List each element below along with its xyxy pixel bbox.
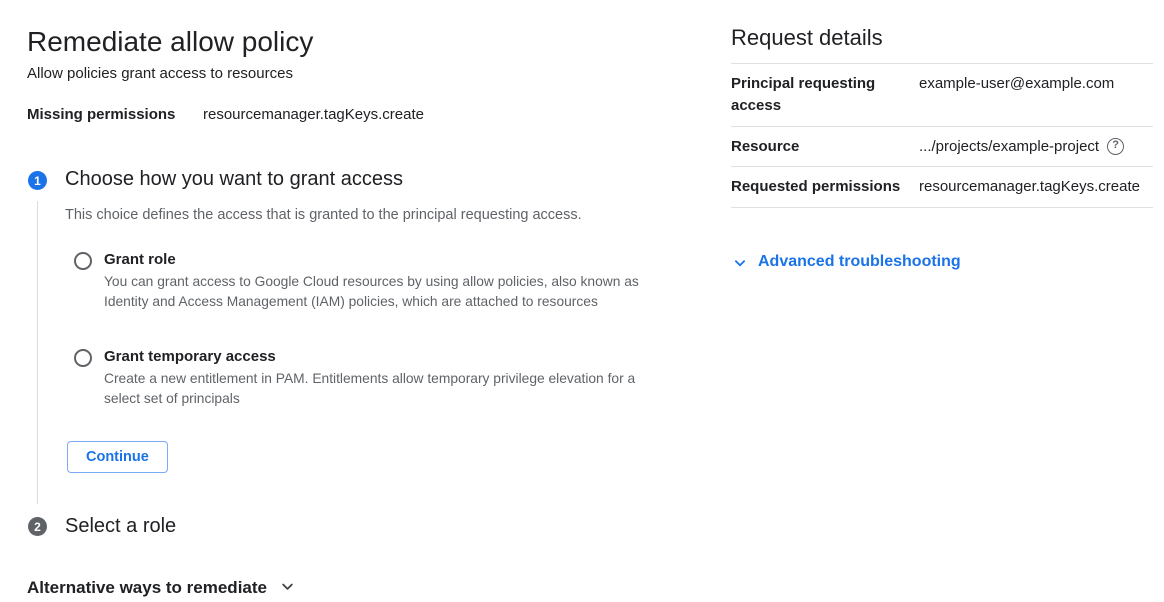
grant-temporary-access-radio[interactable] [74,349,92,367]
request-details-panel [731,25,1153,272]
grant-temporary-access-description: Create a new entitlement in PAM. Entitlements allow temporary privilege elevation for a select set of principals [104,371,636,406]
page-title: Remediate allow policy [27,26,314,57]
alternative-ways-toggle[interactable] [27,574,297,601]
grant-role-radio[interactable] [74,252,92,270]
page-subtitle: Allow policies grant access to resources [27,65,293,82]
grant-temporary-access-label: Grant temporary access [104,348,276,365]
missing-permissions-label: Missing permissions [27,106,176,123]
grant-role-description: You can grant access to Google Cloud resources by using allow policies, also known as Identity and Access Management (IAM) policies, which are attached to resources [104,274,639,309]
advanced-troubleshooting-link[interactable] [731,252,1153,272]
help-icon[interactable]: ? [1107,138,1124,155]
alternative-ways-label: Alternative ways to remediate [27,577,267,597]
continue-button[interactable]: Continue [67,441,168,473]
missing-permissions-value: resourcemanager.tagKeys.create [203,106,424,123]
step-1-badge: 1 [28,171,47,190]
step-connector-line [37,201,38,504]
resource-value-text: .../projects/example-project [919,137,1100,155]
principal-label: Principal requesting access [731,75,876,114]
grant-role-label: Grant role [104,251,176,268]
resource-label: Resource [731,137,800,155]
principal-value: example-user@example.com [919,75,1115,92]
grant-role-option[interactable] [65,251,652,312]
missing-permissions-row [27,106,424,123]
requested-permissions-label: Requested permissions [731,178,901,196]
grant-temporary-access-option[interactable] [65,348,652,409]
step-1-description: This choice defines the access that is granted to the principal requesting access. [65,207,582,223]
advanced-troubleshooting-label: Advanced troubleshooting [758,253,961,270]
chevron-down-icon [731,254,749,272]
request-details-table [731,63,1153,208]
resource-value [919,136,1124,158]
requested-permissions-value: resourcemanager.tagKeys.create [919,178,1140,196]
table-row [731,127,1153,168]
chevron-down-icon [278,577,297,601]
table-row [731,64,1153,127]
step-1-title: Choose how you want to grant access [65,168,403,190]
request-details-title: Request details [731,25,883,50]
step-2-badge: 2 [28,517,47,536]
table-row [731,167,1153,208]
step-2-title: Select a role [65,515,177,537]
